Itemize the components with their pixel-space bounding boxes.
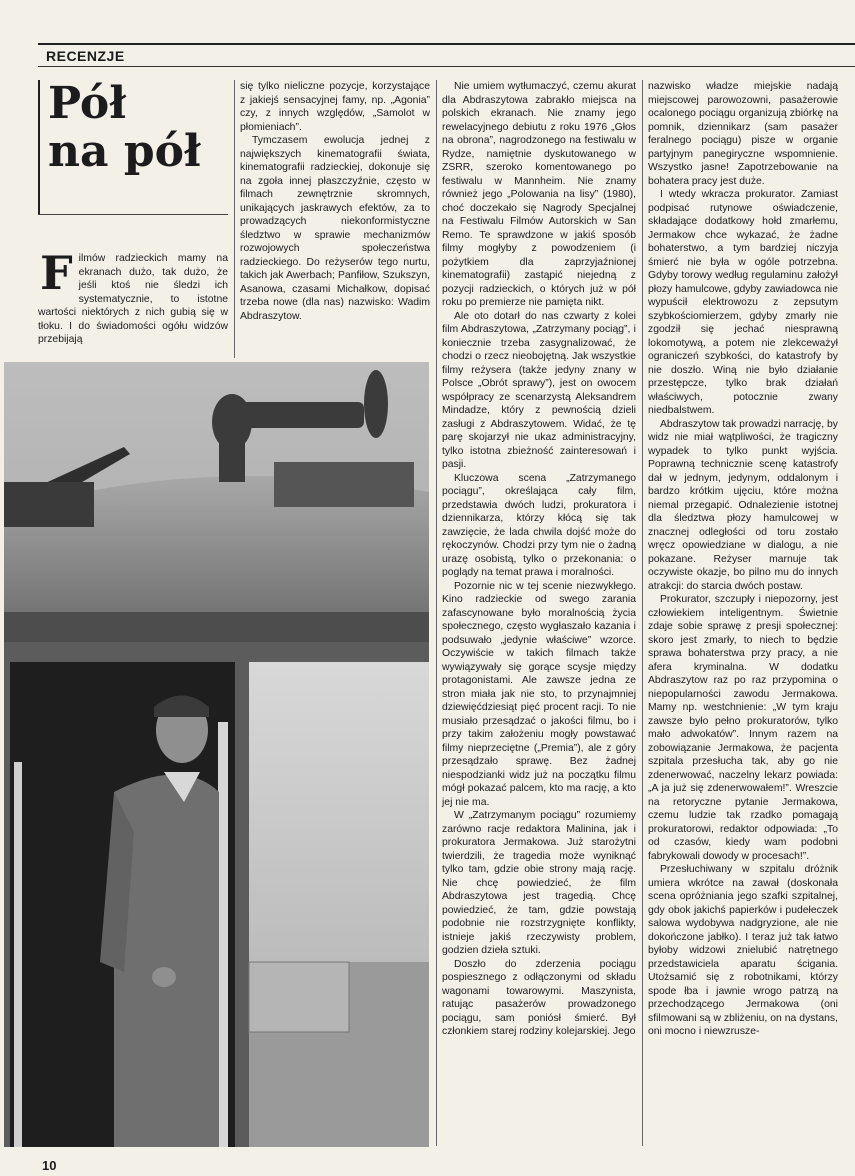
article-title-line2: na pół	[48, 126, 201, 177]
column-divider	[642, 80, 643, 1146]
paragraph: Doszło do zderzenia pociągu pospiesznego z odłączonymi od składu wagonami towarowymi. Maszynista, ratując pasażerów prowadzonego pociągu, sam poniósł śmierć. Był członkiem starej rodziny kolejarskiej. Jego	[442, 958, 636, 1037]
paragraph: Nie umiem wytłumaczyć, czemu akurat dla Abdraszytowa zabrakło miejsca na polskich ekranach. Nie znamy jego rewelacyjnego debiutu z roku 1976 „Głos na obrona”, nagrodzonego na festiwalu w Rydze, namiętnie dyskutowanego w ZSRR, szeroko komentowanego po festiwalu w Mannheim. Nie znamy również jego „Polowania na lisy” (1980), choć doczekało się Nagrody Specjalnej na Festiwalu Filmów Autorskich w San Remo. Te sprawdzone w jakiś sposób filmy mogłyby z powodzeniem (i pożytkiem dla zaprzyjaźnionej kinematografii) zastąpić niejedną z pozycji radzieckich, o których już w pół roku po premierze nie pamięta nikt.	[442, 81, 636, 308]
paragraph: Kluczowa scena „Zatrzymanego pociągu”, określająca cały film, przedstawia dwóch ludzi, prokuratora i dziennikarza, którzy kłócą się tak zawzięcie, że lada chwila dojść może do rękoczynów. Chodzi przy tym nie o żadną urazę osobistą, tylko o przekonania: o poglądy na temat prawa i moralności.	[442, 472, 636, 578]
header-rule-bottom	[38, 66, 855, 67]
text-column-4	[648, 80, 838, 1039]
text-column-3	[442, 80, 636, 1039]
paragraph: I wtedy wkracza prokurator. Zamiast podpisać rutynowe oświadczenie, składające dodatkowy hołd zmarłemu, Jermakow chce wykazać, że żadne bohaterstwo, a tym bardziej niczyja śmierć nie była w ogóle potrzebna. Gdyby torowy według regulaminu założył płozy hamulcowe, gdyby zawiadowca nie wypuścił elektrowozu z zepsutym szybkościomierzem, gdyby zmarły nie zgodził się jechać niesprawną lokomotywą, a potem nie zlekceważył ograniczeń szybkości, do katastrofy by nie doszło. Winą nie było działanie przestępcze, tylko brak działań właściwych, potocznie zwany niedbalstwem.	[648, 189, 838, 416]
paragraph: Prokurator, szczupły i niepozorny, jest człowiekiem inteligentnym. Świetnie zdaje sobie sprawę z presji społecznej: skoro jest zmarły, to niech to będzie sprawa bohaterstwa przy pracy, a nie afera kryminalna. W dodatku Abdraszytow raz po raz przypomina o niepopularności zawodu Jermakowa. Mamy np. westchnienie: „W tym kraju zawsze było pełno prokuratorów, tylko mało adwokatów”. Innym razem na zobowiązanie Jermakowa, że pacjenta szpitala przesłucha tak, aby go nie zdenerwować, naczelny lekarz powiada: „A ja już się zdenerwowałem!”. Wreszcie na retoryczne pytanie Jermakowa, czemu ludzie tak rzadko pomagają prokuratorowi, redaktor odpowiada: „To od czasów, kiedy wam podobni fabrykowali dowody w procesach!”.	[648, 594, 838, 862]
lead-paragraph: ilmów radzieckich mamy na ekranach dużo, tak dużo, że jeśli ktoś nie śledzi ich systematycznie, to istotne wartości niektórych z nich gubią się w tłoku. I do świadomości ogółu widzów przebijają	[38, 253, 228, 345]
paragraph: Pozornie nic w tej scenie niezwykłego. Kino radzieckie od swego zarania zafascynowane było moralnością życia społecznego, często wygłaszało kazania i podsuwało „jedynie właściwe” wzorce. Oczywiście w takich filmach także wywiązywały się gorące scysje między protagonistami. Ale zawsze jedna ze stron miała jak nie sto, to przynajmniej dziewięćdziesiąt pięć procent racji. To nie musiało przesądzać o jakości filmu, bo i przy takim założeniu mogły powstawać filmy nieprzeciętne („Premia”), ale z góry przesądzało sprawę. Bez żadnej niespodzianki widz już na początku filmu mógł pokazać palcem, kto ma rację, a kto jej nie ma.	[442, 580, 636, 808]
paragraph: Ale oto dotarł do nas czwarty z kolei film Abdraszytowa, „Zatrzymany pociąg”, i koniecznie trzeba zasygnalizować, że chodzi o rzecz nieobojętną. Jak wszystkie filmy reżysera (także jedyny znany w Polsce „Obrót sprawy”), jest on owocem współpracy ze scenarzystą Aleksandrem Mindadze, który z pewnością dzieli zasługi z Abdraszytowem. Widać, że tę parę skojarzył nie ukaz administracyjny, tylko istotna zbieżność zainteresowań i pasji.	[442, 310, 636, 470]
column-divider	[436, 80, 437, 1146]
paragraph: Tymczasem ewolucja jednej z największych kinematografii świata, kinematografii radzieckiej, dokonuje się na zgoła innej płaszczyźnie, często w filmach zewnętrznie skromnych, unikających jaskrawych efektów, za to prowadzących niekonformistyczne śledztwo w sprawie mechanizmów rozwojowych społeczeństwa radzieckiego. Do reżyserów tego nurtu, takich jak Awerbach; Panfiłow, Szukszyn, Asanowa, czasami Michałkow, dopisać trzeba nowe (dla nas) nazwisko: Wadim Abdraszytow.	[240, 135, 430, 322]
drop-cap: F	[40, 246, 73, 300]
paragraph: Abdraszytow tak prowadzi narrację, by widz nie miał wątpliwości, że tragiczny wypadek to tylko punkt wyjścia. Poprawną technicznie scenę katastrofy dał w jednym, jedynym, oddalonym i bardzo krótkim ujęciu, które można niemal przegapić. Odnalezienie istotnej dla śledztwa płozy hamulcowej w znacznej odległości od toru zostało wręcz opowiedziane w dialogu, a nie pokazane. Reżyser marnuje tak oczywiste okazje, bo pilno mu do innych atrakcji: do starcia dwóch postaw.	[648, 418, 838, 592]
page-number: 10	[42, 1158, 57, 1173]
title-box	[38, 80, 238, 215]
paragraph: Przesłuchiwany w szpitalu dróżnik umiera wkrótce na zawał (doskonała scena opróżniania jego szafki szpitalnej, gdy obok jakichś papierków i pudełeczek salowa wydobywa nadgryzione, ale nie dokończone jabłko). I teraz już tak łatwo byłoby widzowi znielubić natrętnego przedstawiciela aparatu ścigania. Utożsamić się z robotnikami, którzy spode łba i jawnie wrogo patrzą na przechodzącego Jermakowa (oni sfilmowani są w zbliżeniu, on na dystans, oni mocno i niewzrusze-	[648, 864, 838, 1037]
paragraph: nazwisko władze miejskie nadają miejscowej parowozowni, pasażerowie ocalonego pociągu organizują zbiórkę na pomnik, dziennikarz (sam pasażer feralnego pociągu) pisze w organie partyjnym panegiryczne wspomnienie. Wszystko jasne! Zapotrzebowanie na bohatera pracy jest duże.	[648, 81, 838, 187]
film-still-photo	[4, 362, 429, 1147]
column-divider	[234, 80, 235, 358]
article-title-line1: Pół	[48, 78, 127, 129]
section-label: RECENZJE	[46, 48, 125, 64]
text-column-2	[240, 80, 430, 323]
locomotive-man-illustration	[4, 362, 429, 1147]
paragraph: się tylko nieliczne pozycje, korzystające z jakiejś sensacyjnej famy, np. „Agonia” czy, z innych względów, „Samolot w płomieniach”.	[240, 81, 430, 133]
title-rule	[38, 214, 228, 215]
lead-column	[38, 246, 228, 347]
paragraph: W „Zatrzymanym pociągu” rozumiemy zarówno racje redaktora Malinina, jak i prokuratora Jermakowa. Już starożytni twierdzili, że tragedia może wyniknąć tylko tam, gdzie obie strony mają rację. Nie chcę powiedzieć, że film Abdraszytowa jest tragedią. Chcę powiedzieć, że tam, gdzie powstają podobnie nie rozstrzygnięte konflikty, istnieje jakiś rzeczywisty problem, godzien dzieła sztuki.	[442, 810, 636, 956]
header-rule-top	[38, 43, 855, 45]
